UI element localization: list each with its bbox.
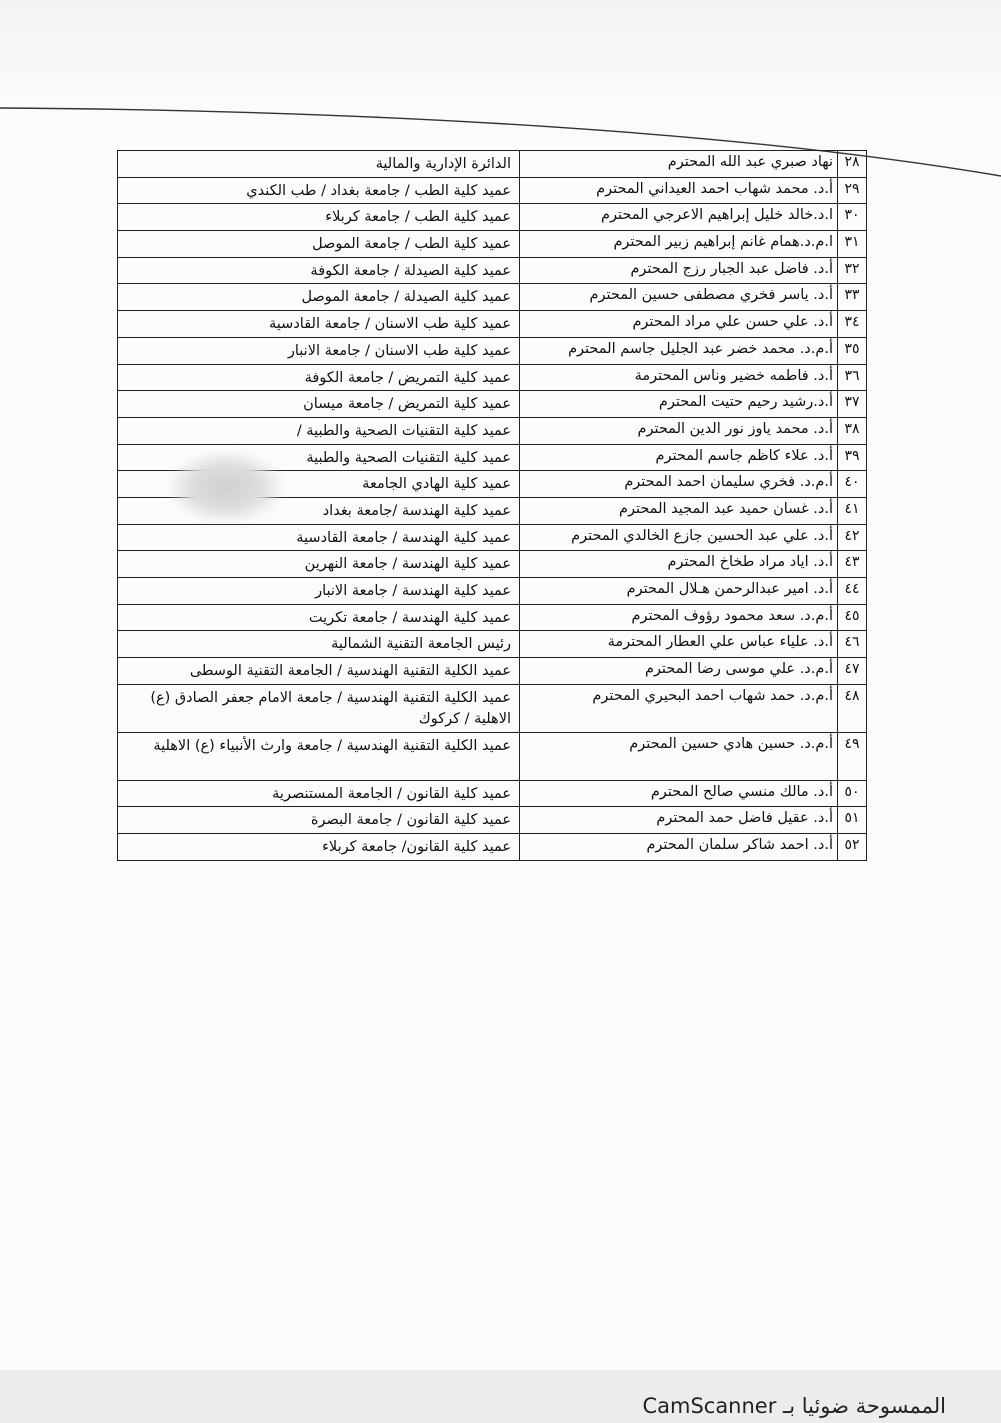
recipient-name: أ.د. محمد شهاب احمد العيداني المحترم — [519, 178, 837, 204]
redacted-smudge — [170, 452, 282, 522]
row-number: ٤٦ — [837, 631, 867, 657]
row-number: ٤٣ — [837, 551, 867, 577]
row-number: ٣٩ — [837, 445, 867, 471]
row-number: ٤٢ — [837, 525, 867, 551]
recipient-position: عميد كلية الهندسة /جامعة بغداد — [117, 498, 519, 524]
table-row — [117, 525, 867, 552]
recipient-position: عميد كلية الطب / جامعة بغداد / طب الكندي — [117, 178, 519, 204]
recipient-name: ا.د.خالد خليل إبراهيم الاعرجي المحترم — [519, 204, 837, 230]
table-row — [117, 231, 867, 258]
recipient-position: عميد كلية الهندسة / جامعة القادسية — [117, 525, 519, 551]
recipient-name: أ.م.د. سعد محمود رؤوف المحترم — [519, 605, 837, 631]
recipient-name: أ.د. غسان حميد عبد المجيد المحترم — [519, 498, 837, 524]
table-row — [117, 551, 867, 578]
recipient-name: ا.م.د.همام غانم إبراهيم زبير المحترم — [519, 231, 837, 257]
recipient-name: أ.د. احمد شاكر سلمان المحترم — [519, 834, 837, 860]
recipient-position: عميد كلية الصيدلة / جامعة الكوفة — [117, 258, 519, 284]
recipient-name: نهاد صبري عبد الله المحترم — [519, 151, 837, 177]
row-number: ٥١ — [837, 807, 867, 833]
row-number: ٣٣ — [837, 284, 867, 310]
recipient-position: عميد كلية طب الاسنان / جامعة القادسية — [117, 311, 519, 337]
recipient-name: أ.د.رشيد رحيم حتيت المحترم — [519, 391, 837, 417]
recipient-position: عميد كلية الهادي الجامعة — [117, 471, 519, 497]
recipient-position: عميد كلية القانون/ جامعة كربلاء — [117, 834, 519, 860]
recipient-position: عميد كلية الهندسة / جامعة الانبار — [117, 578, 519, 604]
table-row — [117, 685, 867, 733]
row-number: ٤٤ — [837, 578, 867, 604]
table-row — [117, 418, 867, 445]
table-row — [117, 311, 867, 338]
recipient-position: عميد الكلية التقنية الهندسية / الجامعة التقنية الوسطى — [117, 658, 519, 684]
row-number: ٣٨ — [837, 418, 867, 444]
recipient-name: أ.د. امير عبدالرحمن هـلال المحترم — [519, 578, 837, 604]
recipient-position: عميد كلية التمريض / جامعة الكوفة — [117, 365, 519, 391]
recipient-position: عميد الكلية التقنية الهندسية / جامعة الامام جعفر الصادق (ع) الاهلية / كركوك — [117, 685, 519, 732]
table-row — [117, 834, 867, 861]
row-number: ٣١ — [837, 231, 867, 257]
row-number: ٣٢ — [837, 258, 867, 284]
row-number: ٤٠ — [837, 471, 867, 497]
row-number: ٣٤ — [837, 311, 867, 337]
row-number: ٣٧ — [837, 391, 867, 417]
recipient-name: أ.د. ياسر فخري مصطفى حسين المحترم — [519, 284, 837, 310]
recipient-name: أ.د. علياء عباس علي العطار المحترمة — [519, 631, 837, 657]
table-row — [117, 178, 867, 205]
recipient-name: أ.د. علي عبد الحسين جازع الخالدي المحترم — [519, 525, 837, 551]
recipient-position: عميد كلية التقنيات الصحية والطبية / — [117, 418, 519, 444]
recipient-name: أ.م.د. فخري سليمان احمد المحترم — [519, 471, 837, 497]
recipient-name: أ.د. اياد مراد طخاخ المحترم — [519, 551, 837, 577]
recipient-name: أ.م.د. علي موسى رضا المحترم — [519, 658, 837, 684]
recipient-name: أ.د. مالك منسي صالح المحترم — [519, 781, 837, 807]
recipient-name: أ.د. محمد ياوز نور الدين المحترم — [519, 418, 837, 444]
recipient-position: رئيس الجامعة التقنية الشمالية — [117, 631, 519, 657]
table-row — [117, 658, 867, 685]
recipient-name: أ.د. فاضل عبد الجبار رزج المحترم — [519, 258, 837, 284]
recipient-position: عميد كلية الهندسة / جامعة النهرين — [117, 551, 519, 577]
recipient-position: عميد كلية التمريض / جامعة ميسان — [117, 391, 519, 417]
row-number: ٤٧ — [837, 658, 867, 684]
recipient-name: أ.م.د. محمد خضر عبد الجليل جاسم المحترم — [519, 338, 837, 364]
recipient-name: أ.م.د. حسين هادي حسين المحترم — [519, 733, 837, 780]
table-row — [117, 781, 867, 808]
table-row — [117, 151, 867, 178]
row-number: ٣٠ — [837, 204, 867, 230]
table-row — [117, 365, 867, 392]
recipient-name: أ.م.د. حمد شهاب احمد البحيري المحترم — [519, 685, 837, 732]
table-row — [117, 631, 867, 658]
recipient-position: عميد كلية القانون / جامعة البصرة — [117, 807, 519, 833]
table-row — [117, 258, 867, 285]
recipient-position: الدائرة الإدارية والمالية — [117, 151, 519, 177]
table-row — [117, 733, 867, 781]
table-row — [117, 284, 867, 311]
row-number: ٥٢ — [837, 834, 867, 860]
recipient-name: أ.د. عقيل فاضل حمد المحترم — [519, 807, 837, 833]
recipient-name: أ.د. علي حسن علي مراد المحترم — [519, 311, 837, 337]
row-number: ٥٠ — [837, 781, 867, 807]
table-row — [117, 807, 867, 834]
recipient-position: عميد كلية التقنيات الصحية والطبية — [117, 445, 519, 471]
row-number: ٤٩ — [837, 733, 867, 780]
row-number: ٣٥ — [837, 338, 867, 364]
recipient-position: عميد كلية الصيدلة / جامعة الموصل — [117, 284, 519, 310]
table-row — [117, 605, 867, 632]
table-row — [117, 578, 867, 605]
recipient-position: عميد كلية طب الاسنان / جامعة الانبار — [117, 338, 519, 364]
row-number: ٤٥ — [837, 605, 867, 631]
recipient-position: عميد كلية الهندسة / جامعة تكريت — [117, 605, 519, 631]
recipient-name: أ.د. فاطمه خضير وناس المحترمة — [519, 365, 837, 391]
camscanner-watermark: CamScanner الممسوحة ضوئيا بـ — [642, 1394, 946, 1418]
table-row — [117, 338, 867, 365]
recipient-position: عميد كلية الطب / جامعة كربلاء — [117, 204, 519, 230]
row-number: ٤١ — [837, 498, 867, 524]
recipient-position: عميد كلية القانون / الجامعة المستنصرية — [117, 781, 519, 807]
row-number: ٢٨ — [837, 151, 867, 177]
row-number: ٢٩ — [837, 178, 867, 204]
row-number: ٣٦ — [837, 365, 867, 391]
table-row — [117, 204, 867, 231]
recipient-position: عميد الكلية التقنية الهندسية / جامعة وارث الأنبياء (ع) الاهلية — [117, 733, 519, 780]
table-row — [117, 391, 867, 418]
recipient-position: عميد كلية الطب / جامعة الموصل — [117, 231, 519, 257]
row-number: ٤٨ — [837, 685, 867, 732]
recipient-name: أ.د. علاء كاظم جاسم المحترم — [519, 445, 837, 471]
